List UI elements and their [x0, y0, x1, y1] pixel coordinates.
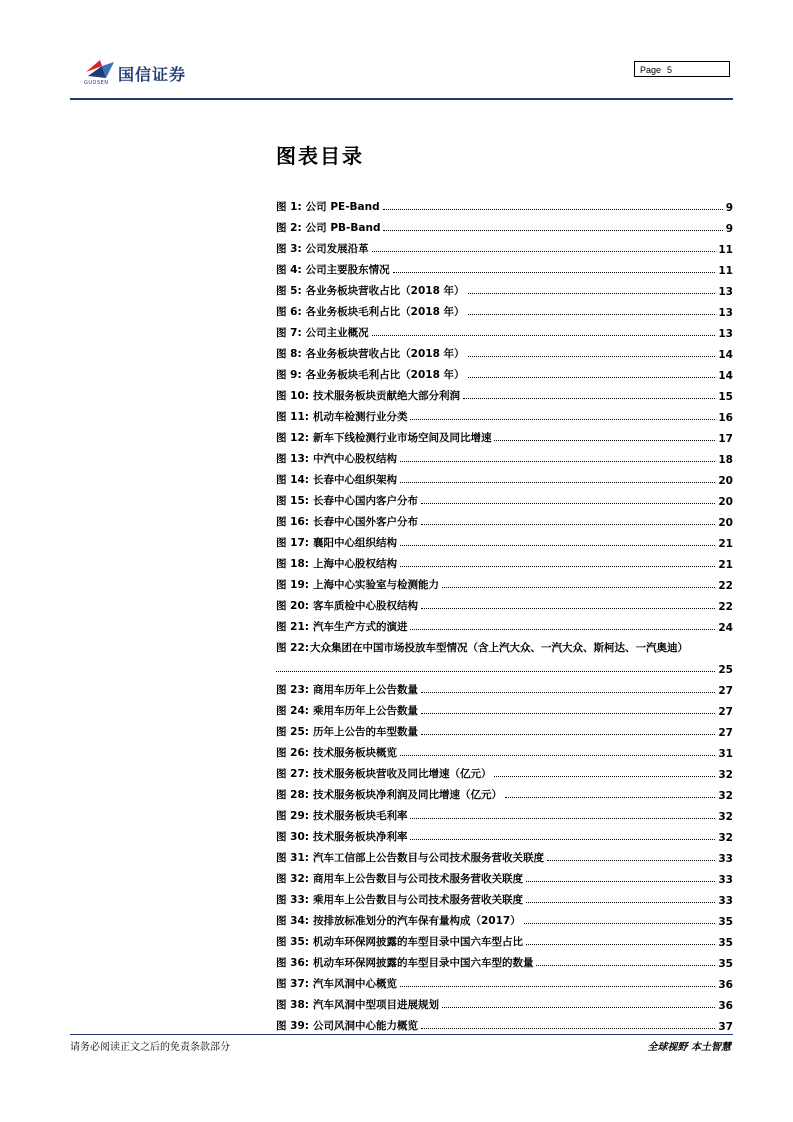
company-logo [84, 58, 204, 88]
toc-entry-text: 各业务板块毛利占比（2018 年） [305, 306, 465, 318]
toc-leader-dots [526, 902, 715, 903]
toc-leader-dots [421, 524, 715, 525]
toc-entry-page: 24 [718, 622, 733, 634]
disclaimer-note: 请务必阅读正文之后的免责条款部分 [70, 1042, 230, 1053]
toc-entry-page: 9 [725, 223, 733, 235]
toc-leader-dots [372, 335, 716, 336]
toc-entry[interactable] [276, 193, 733, 214]
toc-entry[interactable] [276, 424, 733, 445]
toc-entry-text: 公司主要股东情况 [305, 264, 390, 276]
toc-entry[interactable] [276, 928, 733, 949]
toc-leader-dots [494, 440, 715, 441]
toc-entry-label: 图 34: [276, 915, 309, 927]
toc-entry-label: 图 22: [276, 642, 309, 654]
toc-entry-label: 图 6: [276, 306, 302, 318]
toc-entry-text: 机动车环保网披露的车型目录中国六车型的数量 [312, 957, 534, 969]
toc-entry-page: 33 [718, 853, 733, 865]
toc-entry-text: 各业务板块毛利占比（2018 年） [305, 369, 465, 381]
toc-entry-page: 33 [718, 895, 733, 907]
page-number: 5 [667, 65, 673, 75]
toc-entry-page: 35 [718, 937, 733, 949]
toc-entry-text: 乘用车上公告数目与公司技术服务营收关联度 [312, 894, 523, 906]
toc-entry[interactable] [276, 991, 733, 1012]
toc-entry-text: 汽车生产方式的演进 [312, 621, 408, 633]
toc-entry-label: 图 29: [276, 810, 309, 822]
toc-leader-dots [372, 251, 716, 252]
toc-entry-page: 32 [718, 790, 733, 802]
toc-entry-page: 32 [718, 811, 733, 823]
toc-entry-label: 图 1: [276, 201, 302, 213]
toc-entry[interactable] [276, 466, 733, 487]
logo-text: 国信证券 [118, 65, 187, 84]
toc-entry-page: 35 [718, 916, 733, 928]
toc-entry-text: 公司 PB-Band [305, 222, 381, 234]
toc-entry-text: 新车下线检测行业市场空间及同比增速 [312, 432, 492, 444]
toc-leader-dots [421, 503, 715, 504]
toc-entry-label: 图 26: [276, 747, 309, 759]
toc-leader-dots [468, 356, 716, 357]
toc-entry-page: 31 [718, 748, 733, 760]
toc-entry-text: 长春中心国外客户分布 [312, 516, 418, 528]
toc-entry-text: 技术服务板块净利率 [312, 831, 408, 843]
toc-entry-label: 图 36: [276, 957, 309, 969]
toc-leader-dots [400, 545, 715, 546]
toc-entry-label: 图 33: [276, 894, 309, 906]
toc-entry-text: 技术服务板块概览 [312, 747, 397, 759]
toc-entry-label: 图 3: [276, 243, 302, 255]
toc-leader-dots [393, 272, 716, 273]
toc-entry-label: 图 19: [276, 579, 309, 591]
toc-entry[interactable] [276, 571, 733, 592]
toc-entry[interactable] [276, 760, 733, 781]
toc-entry-page: 27 [718, 685, 733, 697]
toc-entry-label: 图 37: [276, 978, 309, 990]
toc-entry-page: 14 [718, 370, 733, 382]
toc-entry-text: 各业务板块营收占比（2018 年） [305, 348, 465, 360]
toc-leader-dots [468, 377, 716, 378]
toc-entry-page: 20 [718, 475, 733, 487]
toc-entry-label: 图 28: [276, 789, 309, 801]
toc-leader-dots [526, 881, 715, 882]
toc-entry[interactable] [276, 613, 733, 634]
toc-entry-label: 图 14: [276, 474, 309, 486]
toc-entry-label: 图 5: [276, 285, 302, 297]
toc-entry-label: 图 7: [276, 327, 302, 339]
toc-entry-page: 11 [718, 244, 733, 256]
toc-entry-text: 大众集团在中国市场投放车型情况（含上汽大众、一汽大众、斯柯达、一汽奥迪） [309, 642, 688, 654]
toc-entry-page: 35 [718, 958, 733, 970]
toc-entry[interactable] [276, 676, 733, 697]
toc-entry-label: 图 17: [276, 537, 309, 549]
toc-entry-text: 技术服务板块净利润及同比增速（亿元） [312, 789, 502, 801]
toc-entry-text: 各业务板块营收占比（2018 年） [305, 285, 465, 297]
toc-leader-dots [400, 461, 715, 462]
toc-entry-text: 商用车历年上公告数量 [312, 684, 418, 696]
toc-leader-dots [410, 629, 715, 630]
toc-entry-text: 公司 PE-Band [305, 201, 380, 213]
toc-leader-dots [421, 1028, 715, 1029]
toc-entry-page: 27 [718, 706, 733, 718]
table-of-figures [276, 193, 733, 1033]
toc-entry-label: 图 39: [276, 1020, 309, 1032]
toc-entry-text: 乘用车历年上公告数量 [312, 705, 418, 717]
toc-entry-text: 公司发展沿革 [305, 243, 369, 255]
toc-entry-page: 36 [718, 979, 733, 991]
toc-entry[interactable] [276, 718, 733, 739]
toc-entry-text: 技术服务板块营收及同比增速（亿元） [312, 768, 492, 780]
toc-entry-label: 图 4: [276, 264, 302, 276]
toc-entry-page: 22 [718, 601, 733, 613]
toc-entry-text: 汽车风洞中型项目进展规划 [312, 999, 439, 1011]
toc-entry-label: 图 38: [276, 999, 309, 1011]
toc-entry[interactable] [276, 403, 733, 424]
toc-entry[interactable] [276, 970, 733, 991]
toc-entry-label: 图 31: [276, 852, 309, 864]
page-indicator [634, 61, 730, 77]
toc-entry[interactable] [276, 907, 733, 928]
toc-entry[interactable] [276, 256, 733, 277]
toc-entry[interactable] [276, 949, 733, 970]
toc-entry-label: 图 9: [276, 369, 302, 381]
toc-leader-dots [505, 797, 715, 798]
toc-entry-label: 图 30: [276, 831, 309, 843]
toc-entry-label: 图 23: [276, 684, 309, 696]
toc-entry-text: 历年上公告的车型数量 [312, 726, 418, 738]
toc-entry-text: 长春中心国内客户分布 [312, 495, 418, 507]
toc-entry-page: 32 [718, 832, 733, 844]
toc-entry-text: 汽车风洞中心概览 [312, 978, 397, 990]
toc-entry-page: 17 [718, 433, 733, 445]
toc-entry-page: 9 [725, 202, 733, 214]
toc-leader-dots [536, 965, 715, 966]
toc-entry[interactable] [276, 697, 733, 718]
toc-entry[interactable] [276, 382, 733, 403]
toc-entry[interactable] [276, 739, 733, 760]
toc-entry[interactable] [276, 634, 733, 655]
toc-entry-text: 技术服务板块毛利率 [312, 810, 408, 822]
toc-leader-dots [421, 734, 715, 735]
toc-entry-continuation[interactable] [276, 655, 733, 676]
toc-leader-dots [400, 566, 715, 567]
toc-entry-label: 图 21: [276, 621, 309, 633]
toc-leader-dots [410, 419, 715, 420]
page-header [0, 0, 793, 100]
toc-entry-page: 33 [718, 874, 733, 886]
toc-leader-dots [383, 230, 722, 231]
toc-entry[interactable] [276, 445, 733, 466]
toc-entry[interactable] [276, 844, 733, 865]
toc-entry-label: 图 11: [276, 411, 309, 423]
toc-leader-dots [524, 923, 716, 924]
toc-entry[interactable] [276, 277, 733, 298]
toc-leader-dots [526, 944, 715, 945]
toc-entry-page: 25 [718, 664, 733, 676]
toc-entry-page: 16 [718, 412, 733, 424]
toc-entry-label: 图 16: [276, 516, 309, 528]
toc-entry-page: 37 [718, 1021, 733, 1033]
toc-entry-text: 机动车环保网披露的车型目录中国六车型占比 [312, 936, 523, 948]
toc-entry[interactable] [276, 823, 733, 844]
toc-leader-dots [383, 209, 723, 210]
toc-leader-dots [400, 986, 715, 987]
toc-entry-text: 汽车工信部上公告数目与公司技术服务营收关联度 [312, 852, 544, 864]
toc-entry-page: 14 [718, 349, 733, 361]
toc-entry-label: 图 10: [276, 390, 309, 402]
toc-entry-page: 13 [718, 307, 733, 319]
toc-entry[interactable] [276, 340, 733, 361]
toc-entry[interactable] [276, 529, 733, 550]
toc-entry[interactable] [276, 235, 733, 256]
toc-entry[interactable] [276, 781, 733, 802]
toc-entry-label: 图 12: [276, 432, 309, 444]
toc-leader-dots [421, 713, 715, 714]
toc-entry-label: 图 13: [276, 453, 309, 465]
toc-entry-page: 27 [718, 727, 733, 739]
toc-entry-text: 技术服务板块贡献绝大部分利润 [312, 390, 460, 402]
toc-leader-dots [421, 692, 715, 693]
toc-entry[interactable] [276, 802, 733, 823]
toc-leader-dots [442, 1007, 715, 1008]
toc-entry[interactable] [276, 550, 733, 571]
toc-entry-page: 32 [718, 769, 733, 781]
toc-entry-page: 36 [718, 1000, 733, 1012]
toc-entry[interactable] [276, 214, 733, 235]
toc-leader-dots [468, 314, 716, 315]
footer-slogan: 全球视野 本土智慧 [647, 1042, 731, 1053]
toc-entry[interactable] [276, 487, 733, 508]
toc-leader-dots [463, 398, 715, 399]
toc-leader-dots [442, 587, 715, 588]
toc-entry-text: 公司主业概况 [305, 327, 369, 339]
toc-entry-text: 机动车检测行业分类 [312, 411, 408, 423]
toc-entry[interactable] [276, 319, 733, 340]
toc-entry-page: 18 [718, 454, 733, 466]
header-divider [70, 98, 733, 100]
toc-entry-page: 22 [718, 580, 733, 592]
toc-entry-page: 21 [718, 538, 733, 550]
toc-entry-text: 中汽中心股权结构 [312, 453, 397, 465]
toc-entry-page: 15 [718, 391, 733, 403]
toc-entry-text: 客车质检中心股权结构 [312, 600, 418, 612]
toc-leader-dots [410, 839, 715, 840]
toc-leader-dots [494, 776, 715, 777]
toc-entry-page: 20 [718, 496, 733, 508]
toc-entry-page: 21 [718, 559, 733, 571]
toc-leader-dots [400, 755, 715, 756]
logo-subtext: GUOSEN [84, 80, 109, 86]
page-label: Page [640, 65, 662, 75]
toc-entry-text: 上海中心实验室与检测能力 [312, 579, 439, 591]
toc-entry[interactable] [276, 361, 733, 382]
toc-entry-label: 图 8: [276, 348, 302, 360]
toc-entry[interactable] [276, 298, 733, 319]
toc-entry-label: 图 20: [276, 600, 309, 612]
toc-leader-dots [468, 293, 716, 294]
toc-entry-label: 图 24: [276, 705, 309, 717]
toc-leader-dots [276, 671, 715, 672]
footer-divider [70, 1034, 733, 1035]
toc-entry-page: 13 [718, 328, 733, 340]
toc-entry-label: 图 2: [276, 222, 302, 234]
toc-leader-dots [421, 608, 715, 609]
toc-entry-page: 13 [718, 286, 733, 298]
toc-entry-label: 图 15: [276, 495, 309, 507]
toc-entry-text: 按排放标准划分的汽车保有量构成（2017） [312, 915, 521, 927]
toc-entry-label: 图 18: [276, 558, 309, 570]
toc-entry[interactable] [276, 865, 733, 886]
toc-entry-label: 图 27: [276, 768, 309, 780]
toc-entry[interactable] [276, 508, 733, 529]
toc-entry-page: 11 [718, 265, 733, 277]
toc-entry-text: 上海中心股权结构 [312, 558, 397, 570]
toc-entry[interactable] [276, 592, 733, 613]
toc-title: 图表目录 [276, 144, 364, 168]
toc-leader-dots [400, 482, 715, 483]
toc-entry-label: 图 32: [276, 873, 309, 885]
toc-entry-page: 20 [718, 517, 733, 529]
toc-entry[interactable] [276, 886, 733, 907]
toc-entry-text: 商用车上公告数目与公司技术服务营收关联度 [312, 873, 523, 885]
toc-entry-label: 图 35: [276, 936, 309, 948]
toc-leader-dots [547, 860, 715, 861]
toc-entry[interactable] [276, 1012, 733, 1033]
toc-entry-text: 公司风洞中心能力概览 [312, 1020, 418, 1032]
toc-leader-dots [410, 818, 715, 819]
toc-entry-label: 图 25: [276, 726, 309, 738]
toc-entry-text: 长春中心组织架构 [312, 474, 397, 486]
toc-entry-text: 襄阳中心组织结构 [312, 537, 397, 549]
